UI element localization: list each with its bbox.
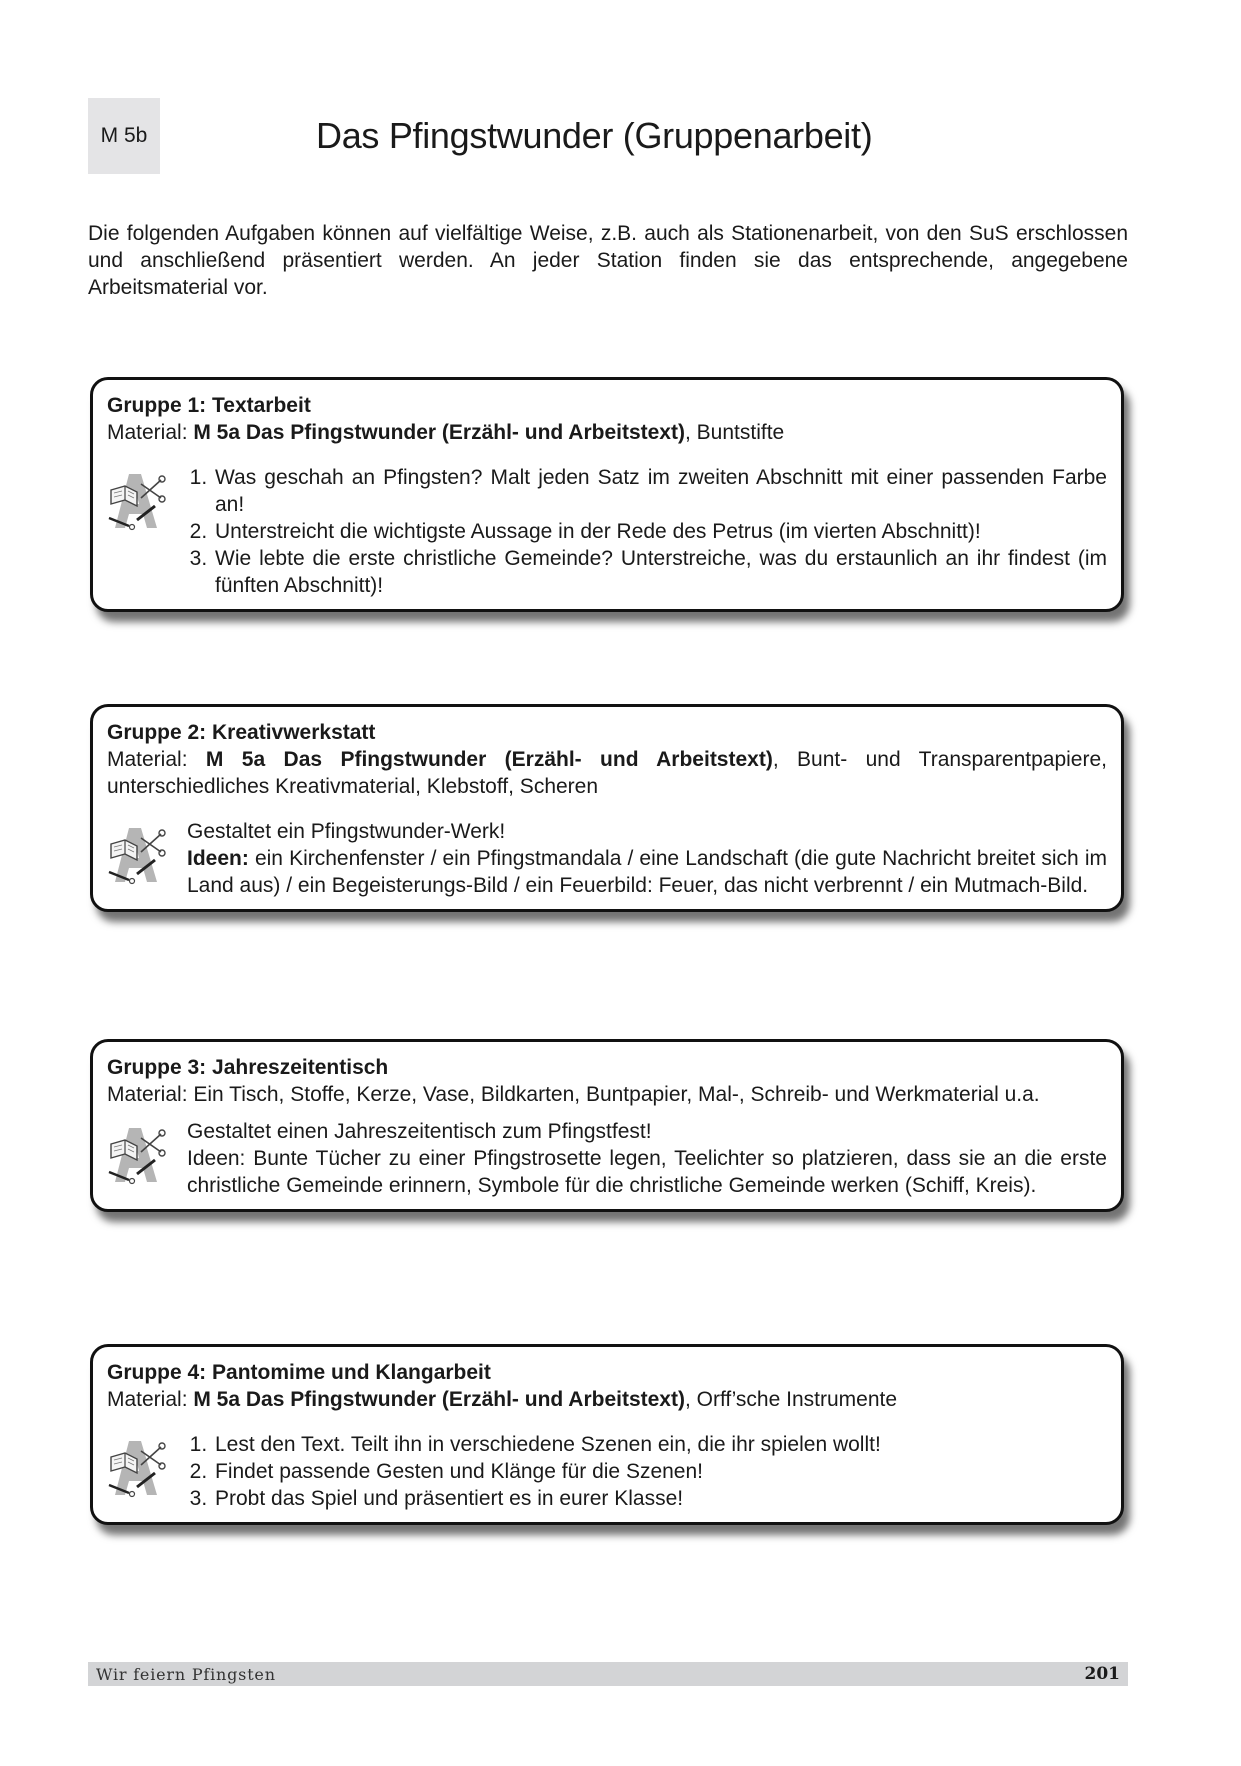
intro-paragraph: Die folgenden Aufgaben können auf vielfältige Weise, z.B. auch als Stationenarbeit, von den SuS erschlossen und anschließend präsentiert werden. An jeder Station finden sie das entsprechende, angegebene Arbeitsmaterial vor. — [88, 222, 1128, 299]
page-title: Das Pfingstwunder (Gruppenarbeit) — [316, 115, 873, 156]
group-card-2 — [90, 704, 1124, 912]
book-scissors-pencil-icon — [107, 818, 187, 899]
page-footer — [88, 1662, 1128, 1686]
task-item: 1. Was geschah an Pfingsten? Malt jeden Satz im zweiten Abschnitt mit einer passenden Farbe an! — [213, 464, 1107, 518]
group-material: Material: M 5a Das Pfingstwunder (Erzähl- und Arbeitstext), Buntstifte — [107, 421, 785, 444]
book-scissors-pencil-icon — [107, 1431, 187, 1512]
task-ideas: Ideen: Bunte Tücher zu einer Pfingstrosette legen, Teelichter so platzieren, dass sie an die erste christliche Gemeinde erinnern, Symbole für die christliche Gemeinde werken (Schiff, Kreis). — [187, 1147, 1107, 1197]
book-scissors-pencil-icon — [107, 464, 187, 599]
group-card-1 — [90, 377, 1124, 612]
book-scissors-pencil-icon — [107, 1118, 187, 1199]
group-heading: Gruppe 1: Textarbeit — [107, 394, 311, 417]
group-material: Material: Ein Tisch, Stoffe, Kerze, Vase, Bildkarten, Buntpapier, Mal-, Schreib- und Werkmaterial u.a. — [107, 1083, 1040, 1106]
task-item: 3. Wie lebte die erste christliche Gemeinde? Unterstreiche, was du erstaunlich an ihr findest (im fünften Abschnitt)! — [213, 545, 1107, 599]
group-heading: Gruppe 4: Pantomime und Klangarbeit — [107, 1361, 491, 1384]
group-material: Material: M 5a Das Pfingstwunder (Erzähl- und Arbeitstext), Orff’sche Instrumente — [107, 1388, 898, 1411]
task-intro: Gestaltet ein Pfingstwunder-Werk! — [187, 820, 506, 843]
task-item: 2. Unterstreicht die wichtigste Aussage in der Rede des Petrus (im vierten Abschnitt)! — [213, 518, 1107, 545]
group-card-3 — [90, 1039, 1124, 1212]
page-number: 201 — [1084, 1664, 1120, 1684]
group-card-4 — [90, 1344, 1124, 1525]
task-item: 2. Findet passende Gesten und Klänge für die Szenen! — [213, 1458, 1107, 1485]
task-list — [187, 464, 1107, 599]
task-item: 3. Probt das Spiel und präsentiert es in eurer Klasse! — [213, 1485, 1107, 1512]
task-intro: Gestaltet einen Jahreszeitentisch zum Pfingstfest! — [187, 1120, 652, 1143]
task-ideas: Ideen: ein Kirchenfenster / ein Pfingstmandala / eine Landschaft (die gute Nachricht breitet sich im Land aus) / ein Begeisterungs-Bild / ein Feuerbild: Feuer, das nicht verbrennt / ein Mutmach-Bild. — [187, 847, 1107, 897]
task-item: 1. Lest den Text. Teilt ihn in verschiedene Szenen ein, die ihr spielen wollt! — [213, 1431, 1107, 1458]
group-heading: Gruppe 2: Kreativwerkstatt — [107, 721, 376, 744]
group-material: Material: M 5a Das Pfingstwunder (Erzähl- und Arbeitstext), Bunt- und Transparentpapiere, unterschiedliches Kreativmaterial, Klebstoff, Scheren — [107, 748, 1107, 798]
group-heading: Gruppe 3: Jahreszeitentisch — [107, 1056, 389, 1079]
task-list — [187, 1431, 1107, 1512]
material-code: M 5b — [100, 124, 148, 147]
task-description — [187, 818, 1107, 899]
book-title: Wir feiern Pfingsten — [96, 1664, 276, 1684]
task-description — [187, 1118, 1107, 1199]
material-code-badge — [88, 98, 160, 174]
